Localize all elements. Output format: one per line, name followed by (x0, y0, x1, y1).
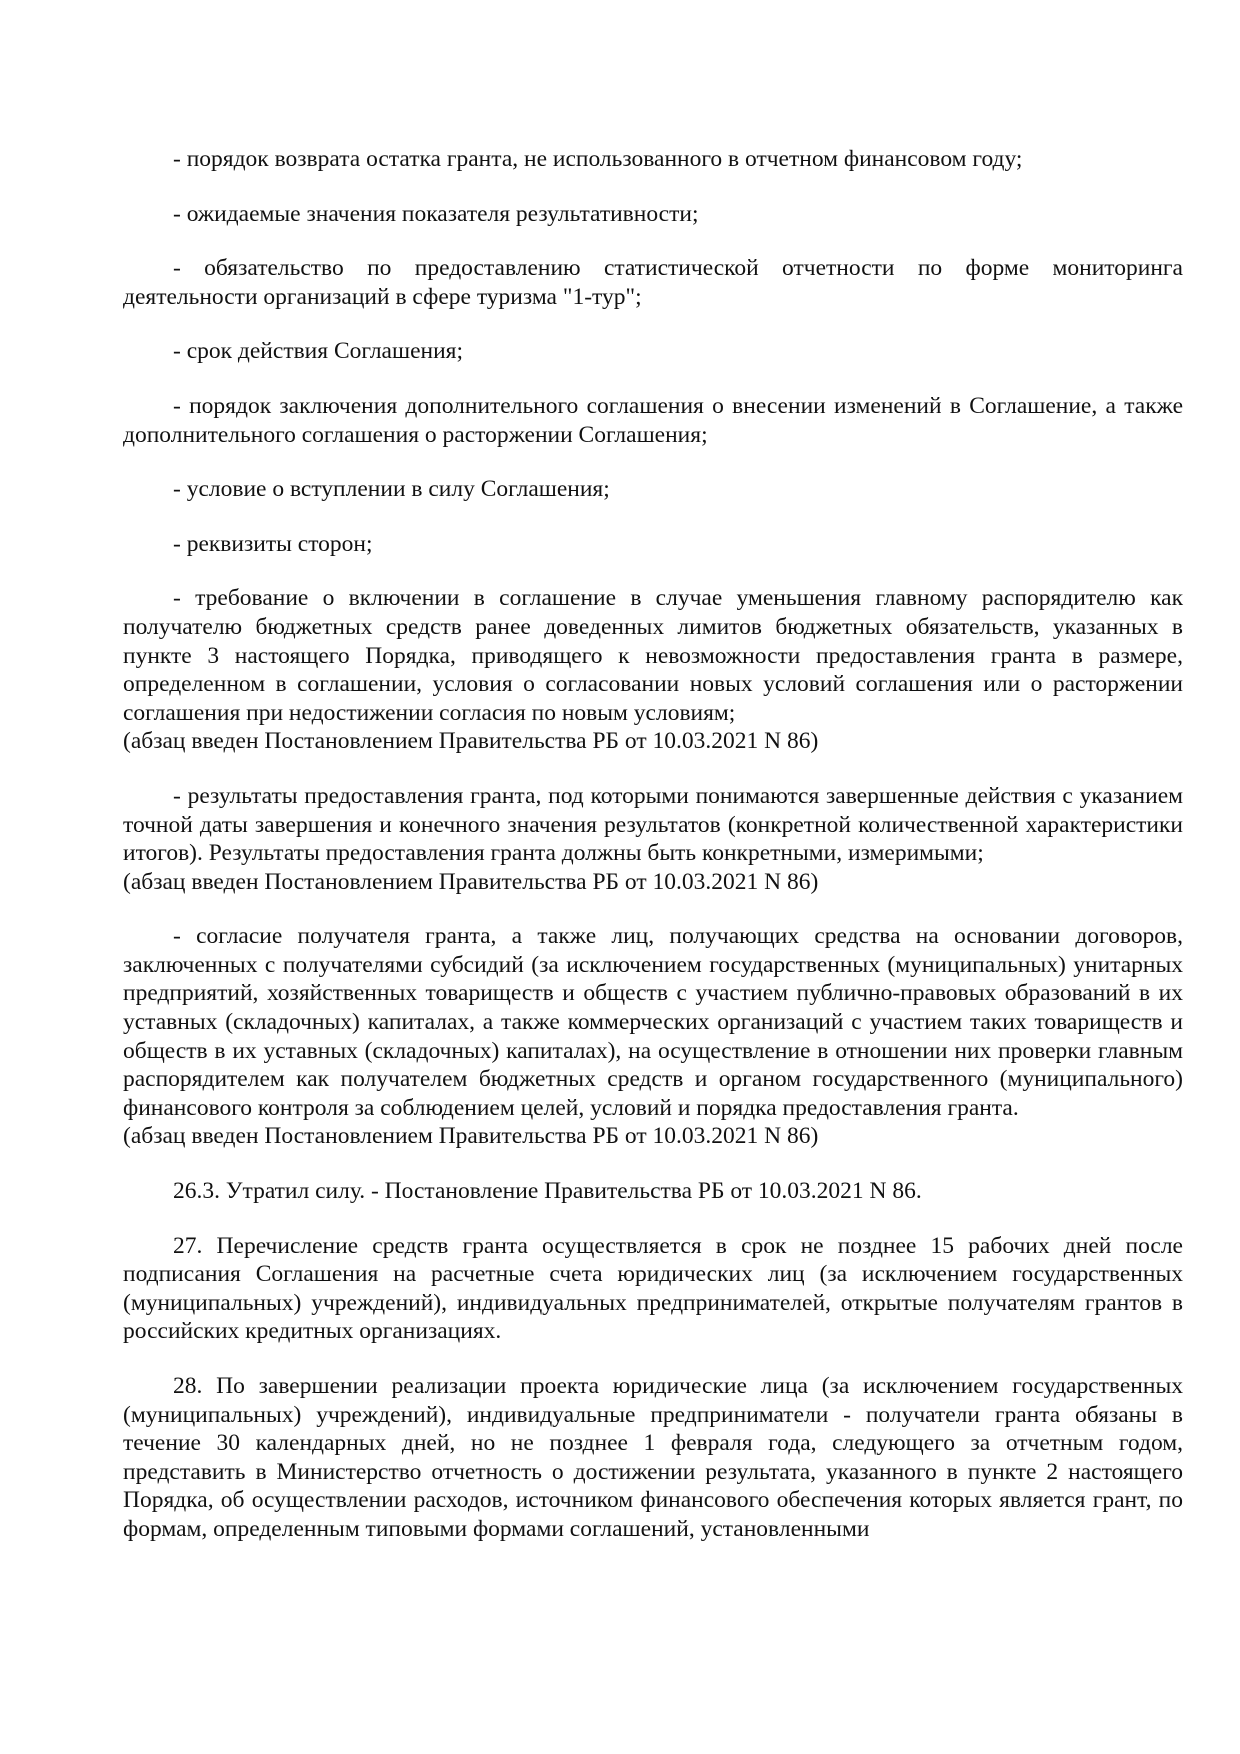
document-page (123, 145, 1183, 1570)
paragraph-limits-reduction: - требование о включении в соглашение в случае уменьшения главному распорядителю как получателю бюджетных средств ранее доведенных лимитов бюджетных обязательств, указанных в пункте 3 настоящего Порядка, приводящего к невозможности предоставления гранта в размере, определенном в соглашении, условия о согласовании новых условий соглашения или о расторжении соглашения при недостижении согласия по новым условиям; (123, 585, 1183, 726)
paragraph-grant-remainder-return: - порядок возврата остатка гранта, не использованного в отчетном финансовом году; (173, 146, 1023, 172)
paragraph-expected-indicators: - ожидаемые значения показателя результативности; (173, 200, 699, 227)
amendment-note: (абзац введен Постановлением Правительства РБ от 10.03.2021 N 86) (123, 728, 819, 755)
paragraph-26-3: 26.3. Утратил силу. - Постановление Правительства РБ от 10.03.2021 N 86. (173, 1178, 922, 1205)
paragraph-agreement-term: - срок действия Соглашения; (173, 338, 463, 365)
paragraph-27: 27. Перечисление средств гранта осуществляется в срок не позднее 15 рабочих дней после подписания Соглашения на расчетные счета юридических лиц (за исключением государственных (муниципальных) учреждений), индивидуальных предпринимателей, открытые получателям грантов в российских кредитных организациях. (123, 1232, 1183, 1345)
paragraph-supplementary-agreement: - порядок заключения дополнительного соглашения о внесении изменений в Соглашение, а также дополнительного соглашения о расторжении Соглашения; (123, 392, 1183, 448)
paragraph-party-details: - реквизиты сторон; (173, 530, 373, 557)
paragraph-statistical-reporting: - обязательство по предоставлению статистической отчетности по форме мониторинга деятельности организаций в сфере туризма "1-тур"; (123, 255, 1183, 310)
amendment-note: (абзац введен Постановлением Правительства РБ от 10.03.2021 N 86) (123, 1123, 819, 1150)
amendment-note: (абзац введен Постановлением Правительства РБ от 10.03.2021 N 86) (123, 868, 819, 895)
paragraph-inspection-consent: - согласие получателя гранта, а также лиц, получающих средства на основании договоров, заключенных с получателями субсидий (за исключением государственных (муниципальных) унитарных предприятий, хозяйственных товариществ и обществ с участием публично-правовых образований в их уставных (складочных) капиталах, а также коммерческих организаций с участием таких товариществ и обществ в их уставных (складочных) капиталах), на осуществление в отношении них проверки главным распорядителем как получателем бюджетных средств и органом государственного (муниципального) финансового контроля за соблюдением целей, условий и порядка предоставления гранта. (123, 923, 1183, 1121)
paragraph-28: 28. По завершении реализации проекта юридические лица (за исключением государственных (муниципальных) учреждений), индивидуальные предприниматели - получатели гранта обязаны в течение 30 календарных дней, но не позднее 1 февраля года, следующего за отчетным годом, представить в Министерство отчетность о достижении результата, указанного в пункте 2 настоящего Порядка, об осуществлении расходов, источником финансового обеспечения которых является грант, по формам, определенным типовыми формами соглашений, установленными (123, 1373, 1183, 1542)
paragraph-entry-into-force: - условие о вступлении в силу Соглашения; (173, 476, 610, 503)
paragraph-grant-results: - результаты предоставления гранта, под которыми понимаются завершенные действия с указанием точной даты завершения и конечного значения результатов (конкретной количественной характеристики итогов). Результаты предоставления гранта должны быть конкретными, измеримыми; (123, 782, 1183, 867)
